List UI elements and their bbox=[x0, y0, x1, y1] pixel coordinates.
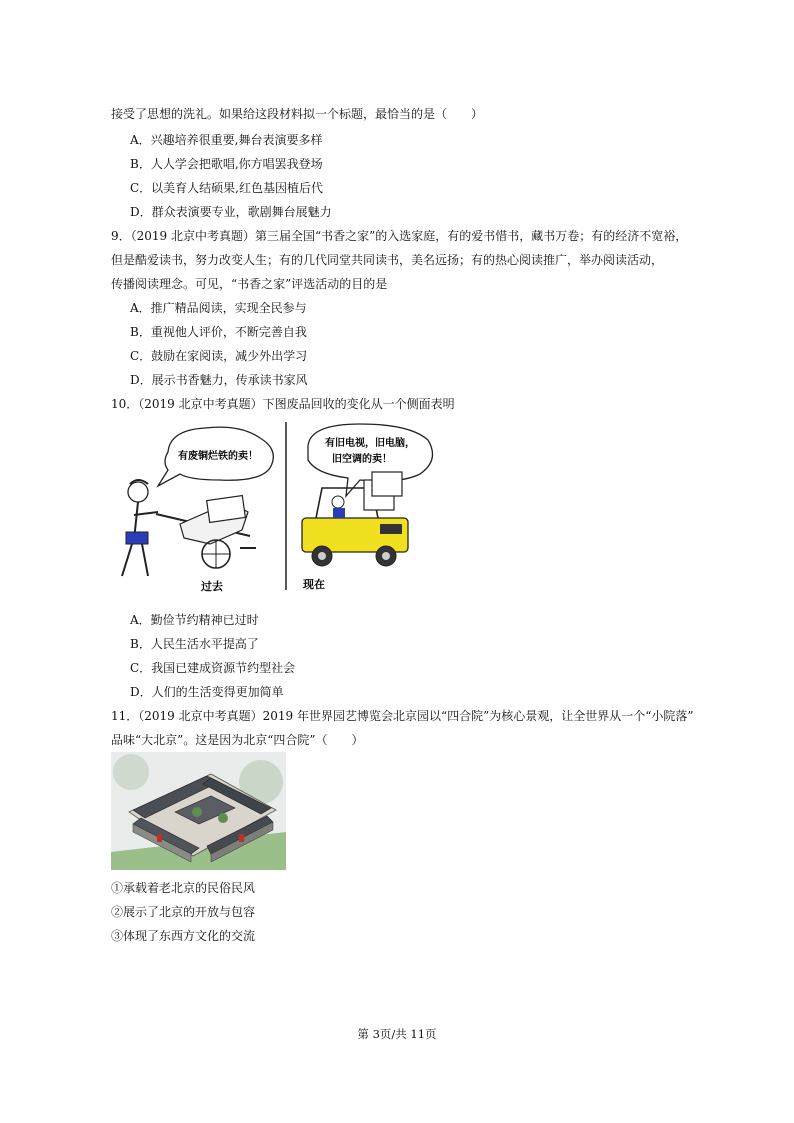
q10-option-d: D．人们的生活变得更加简单 bbox=[130, 685, 284, 699]
statement-1: ①承载着老北京的民俗民风 bbox=[111, 881, 256, 895]
q10-stem: 10．（2019 北京中考真题）下图废品回收的变化从一个侧面表明 bbox=[111, 397, 455, 411]
q9-option-d: D．展示书香魅力，传承读书家风 bbox=[130, 373, 308, 387]
statement-3: ③体现了东西方文化的交流 bbox=[111, 929, 256, 943]
page-number-footer: 第 3页/共 11页 bbox=[357, 1027, 437, 1041]
q11-stem-line-2: 品味“大北京”。这是因为北京“四合院”（ ） bbox=[111, 733, 364, 747]
q8-option-b: B．人人学会把歌唱,你方唱罢我登场 bbox=[130, 157, 323, 171]
statement-2: ②展示了北京的开放与包容 bbox=[111, 905, 256, 919]
recycling-cartoon bbox=[110, 420, 440, 595]
q11-stem-line-1: 11．（2019 北京中考真题）2019 年世界园艺博览会北京园以“四合院”为核心景观，让全世界从一个“小院落” bbox=[111, 709, 694, 723]
q9-stem-line-3: 传播阅读理念。可见，“书香之家”评选活动的目的是 bbox=[111, 277, 388, 291]
q8-option-a: A．兴趣培养很重要,舞台表演要多样 bbox=[130, 133, 323, 147]
q8-option-d: D．群众表演要专业，歌剧舞台展魅力 bbox=[130, 205, 332, 219]
right-bubble-line-2: 旧空调的卖！ bbox=[332, 454, 392, 465]
q10-option-b: B．人民生活水平提高了 bbox=[130, 637, 259, 651]
q10-option-a: A．勤俭节约精神已过时 bbox=[130, 613, 259, 627]
left-caption: 过去 bbox=[201, 580, 223, 593]
left-bubble-text: 有废铜烂铁的卖！ bbox=[178, 451, 258, 462]
siheyuan-photo bbox=[111, 752, 286, 870]
q9-option-b: B．重视他人评价，不断完善自我 bbox=[130, 325, 307, 339]
q9-option-a: A．推广精品阅读，实现全民参与 bbox=[130, 301, 307, 315]
intro-line: 接受了思想的洗礼。如果给这段材料拟一个标题，最恰当的是（ ） bbox=[111, 107, 484, 121]
right-caption: 现在 bbox=[303, 578, 325, 591]
right-bubble-line-1: 有旧电视，旧电脑， bbox=[325, 438, 415, 449]
q9-stem-line-1: 9．（2019 北京中考真题）第三届全国“书香之家”的入选家庭，有的爱书惜书，藏书万卷；有的经济不宽裕， bbox=[111, 229, 688, 243]
q8-option-c: C．以美育人结硕果,红色基因植后代 bbox=[130, 181, 323, 195]
q9-option-c: C．鼓励在家阅读，减少外出学习 bbox=[130, 349, 308, 363]
q10-option-c: C．我国已建成资源节约型社会 bbox=[130, 661, 296, 675]
q9-stem-line-2: 但是酷爱读书，努力改变人生；有的几代同堂共同读书，美名远扬；有的热心阅读推广，举办阅读活动， bbox=[111, 253, 664, 267]
